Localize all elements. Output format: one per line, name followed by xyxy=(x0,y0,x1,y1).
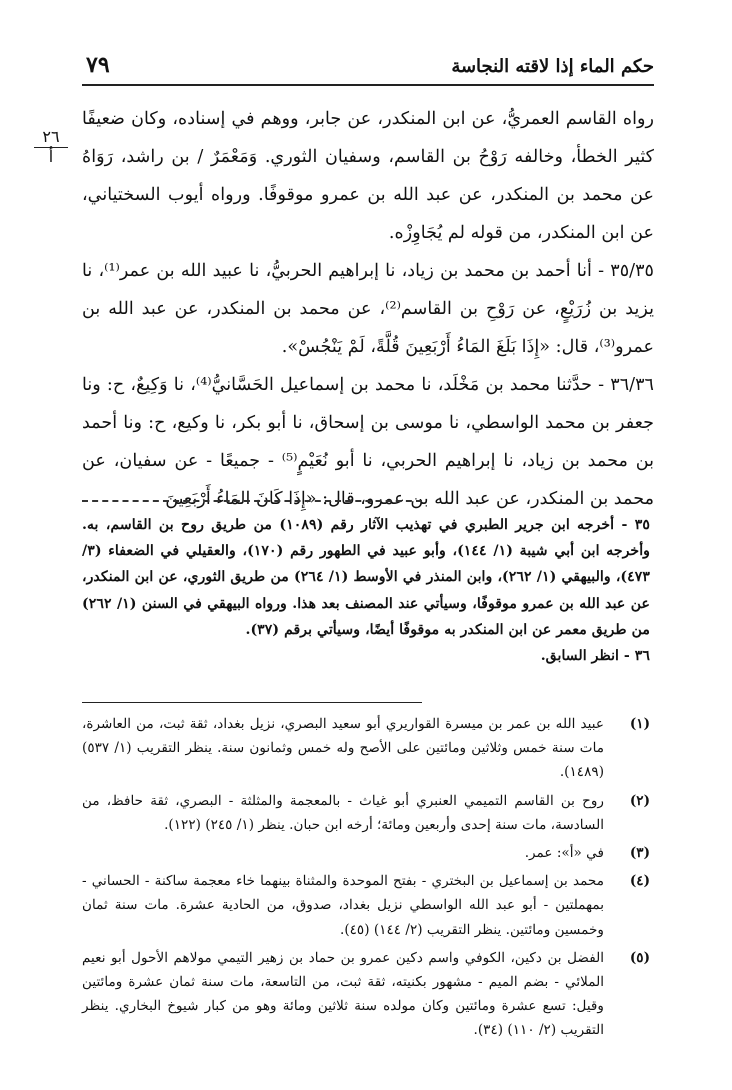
takhrij-36: ٣٦ - انظر السابق. xyxy=(540,648,650,665)
footnote-number: (٤) xyxy=(629,873,650,890)
body-paragraph: رواه القاسم العمريُّ، عن ابن المنكدر، عن جابر، ووهم في إسناده، وكان ضعيفًا كثير الخطأ، وخالفه رَوْحُ بن القاسم، وسفيان الثوري. وَمَعْمَرٌ / بن راشد، رَوَاهُ عن محمد بن المنكدر، عن عبد الله بن عمرو موقوفًا. ورواه أيوب السختياني، عن ابن المنكدر، من قوله لم يُجَاوِزْه. xyxy=(82,109,654,243)
hadith-36: ٣٦/٣٦ - حدَّثنا محمد بن مَخْلَد، نا محمد بن إسماعيل الحَسَّانيُّ⁽⁴⁾، نا وَكِيعٌ، ح: ونا جعفر بن محمد الواسطي، نا موسى بن إسحاق، نا أبو بكر، نا وكيع، ح: ونا أحمد بن محمد بن زياد، نا إبراهيم الحربي، نا أبو نُعَيْمٍ⁽⁵⁾ - جميعًا - عن سفيان، عن محمد بن المنكدر، عن عبد الله بن عمرو، قال: «إِذَا كَانَ المَاءُ أَرْبَعِينَ xyxy=(82,375,654,509)
footnote-number: (١) xyxy=(629,716,650,732)
footnote-number: (٥) xyxy=(629,949,650,966)
footnote-text: الفضل بن دكين، الكوفي واسم دكين عمرو بن حماد بن زهير التيمي مولاهم الأحول أبو نعيم الملائي - بضم الميم - مشهور بكنيته، ثقة ثبت، من التاسعة، مات سنة ثمان عشرة ومائتين وقيل: تسع عشرة ومائتين وكان مولده سنة ثلاثين ومائة وهو من كبار شيوخ البخاري. ينظر التقريب (٢/ ١١٠) (٣٤). xyxy=(82,949,604,1039)
footnote-text: عبيد الله بن عمر بن ميسرة القواريري أبو سعيد البصري، نزيل بغداد، ثقة ثبت، من العاشرة، مات سنة خمس وثلاثين ومائتين على الأصح وله خمس وثمانون سنة. ينظر التقريب (١/ ٥٣٧) (١٤٨٩). xyxy=(82,716,604,781)
footnote-item xyxy=(82,946,650,1043)
folio-side: أ xyxy=(48,147,54,166)
footnotes xyxy=(82,712,650,1047)
footnote-item xyxy=(82,869,650,942)
manuscript-folio-note xyxy=(34,128,68,166)
page-header xyxy=(82,50,654,86)
folio-number: ٢٦ xyxy=(34,128,68,148)
main-text xyxy=(82,100,654,518)
footnote-text: روح بن القاسم التميمي العنبري أبو غياث - بالمعجمة والمثلثة - البصري، ثقة حافظ، من السادسة، مات سنة إحدى وأربعين ومائة؛ أرخه ابن حبان. ينظر (١/ ٢٤٥) (١٢٢). xyxy=(82,792,604,833)
takhrij-35: ٣٥ - أخرجه ابن جرير الطبري في تهذيب الآثار رقم (١٠٨٩) من طريق روح بن القاسم، به. وأخرجه ابن أبي شيبة (١/ ١٤٤)، وأبو عبيد في الطهور رقم (١٧٠)، والعقيلي في الضعفاء (٣/ ٤٧٣)، والبيهقي (١/ ٢٦٢)، وابن المنذر في الأوسط (١/ ٢٦٤) من طريق الثوري، عن ابن المنكدر، عن عبد الله بن عمرو موقوفًا، وسيأتي عند المصنف بعد هذا. ورواه البيهقي في السنن (١/ ٢٦٢) من طريق معمر عن ابن المنكدر به موقوفًا أيضًا، وسيأتي برقم (٣٧). xyxy=(82,517,651,638)
running-title: حكم الماء إذا لاقته النجاسة xyxy=(451,56,654,77)
hadith-35: ٣٥/٣٥ - أنا أحمد بن محمد بن زياد، نا إبراهيم الحربيُّ، نا عبيد الله بن عمر⁽¹⁾، نا يزيد بن زُرَيْعٍ، عن رَوْحِ بن القاسم⁽²⁾، عن محمد بن المنكدر، عن عبد الله بن عمرو⁽³⁾، قال: «إِذَا بَلَغَ المَاءُ أَرْبَعِينَ قُلَّةً، لَمْ يَنْجُسْ». xyxy=(82,261,654,357)
footnote-text: في «أ»: عمر. xyxy=(524,845,604,862)
page-number: ٧٩ xyxy=(86,52,110,78)
footnote-divider xyxy=(82,702,422,703)
footnote-number: (٢) xyxy=(629,792,650,809)
dashed-divider xyxy=(82,500,422,502)
footnote-item xyxy=(82,841,650,865)
takhrij-notes xyxy=(82,512,650,669)
footnote-item xyxy=(82,789,650,837)
footnote-number: (٣) xyxy=(629,845,650,862)
footnote-text: محمد بن إسماعيل بن البختري - بفتح الموحدة والمثناة بينهما خاء معجمة ساكنة - الحساني - بمهملتين - أبو عبد الله الواسطي نزيل بغداد، صدوق، من الحادية عشرة. مات سنة ثمان وخمسين ومائتين. ينظر التقريب (٢/ ١٤٤) (٤٥). xyxy=(82,873,604,938)
footnote-item xyxy=(82,712,650,785)
